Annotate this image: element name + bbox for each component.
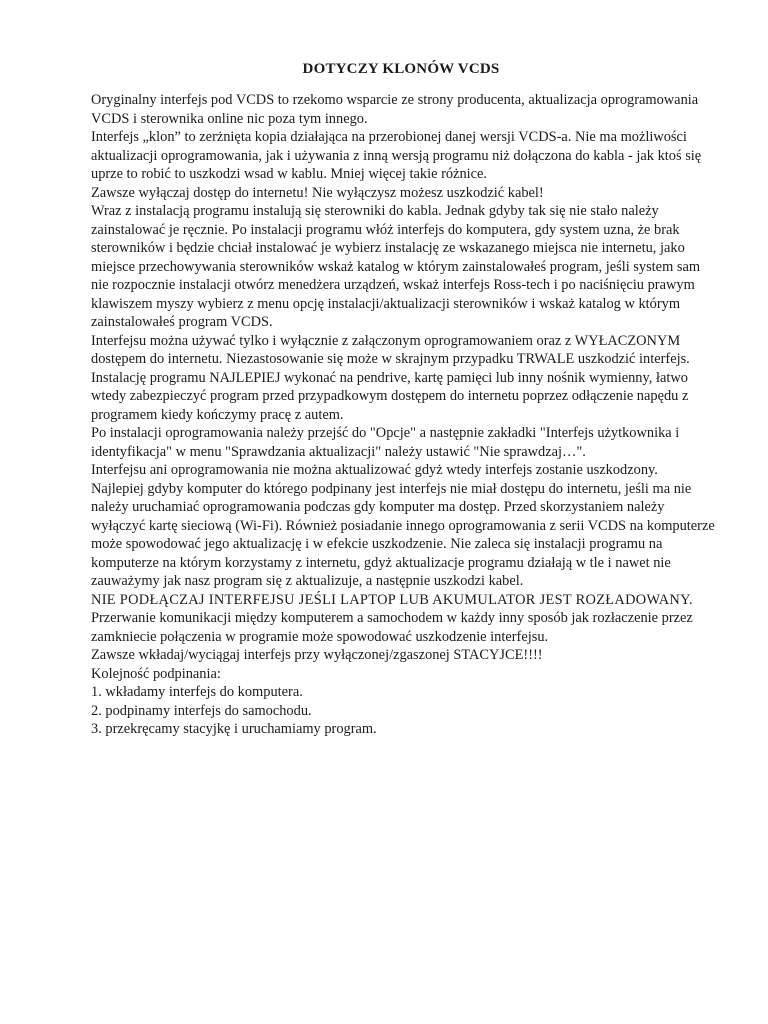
- paragraph-battery-warning: NIE PODŁĄCZAJ INTERFEJSU JEŚLI LAPTOP LUB AKUMULATOR JEST ROZŁADOWANY.: [91, 591, 693, 608]
- paragraph-communication-interrupt: Przerwanie komunikacji między komputerem a samochodem w każdy inny sposób jak rozłaczenie przez zamkniecie połączenia w programie może spowodować uszkodzenie interfejsu.: [91, 610, 693, 645]
- paragraph-use-offline: Interfejsu można używać tylko i wyłącznie z załączonym oprogramowaniem oraz z WYŁACZONYM dostępem do internetu. Niezastosowanie się może w skrajnym przypadku TRWALE uszkodzić interfejs.: [91, 332, 690, 367]
- paragraph-computer-offline: Najlepiej gdyby komputer do którego podpinany jest interfejs nie miał dostępu do internetu, jeśli ma nie należy uruchamiać oprogramowania podczas gdy komputer ma dostęp. Przed skorzystaniem należy wyłączyć kartę sieciową (Wi-Fi). Również posiadanie innego oprogramowania z serii VCDS na komputerze może spowodować jego aktualizację i w efekcie uszkodzenie. Nie zaleca się instalacji programu na komputerze na którym korzystamy z internetu, gdyż aktualizacje programu działają w tle i nawet nie zauważymy jak nasz program się z aktualizuje, a następnie uszkodzi kabel.: [91, 480, 715, 589]
- paragraph-connection-order-heading: Kolejność podpinania:: [91, 665, 221, 682]
- paragraph-install-removable: Instalację programu NAJLEPIEJ wykonać na pendrive, kartę pamięci lub inny nośnik wymienny, łatwo wtedy zabezpieczyć program przed przypadkowym dostępem do internetu poprzez odłączenie napędu z programem kiedy kończymy pracę z autem.: [91, 369, 689, 423]
- document-title: DOTYCZY KLONÓW VCDS: [302, 61, 500, 77]
- paragraph-no-update: Interfejsu ani oprogramowania nie można aktualizować gdyż wtedy interfejs zostanie uszkodzony.: [91, 462, 658, 478]
- paragraph-options-settings: Po instalacji oprogramowania należy przejść do "Opcje" a następnie zakładki "Interfejs użytkownika i identyfikacja" w menu "Sprawdzania aktualizacji" należy ustawić "Nie sprawdzaj…".: [91, 425, 680, 460]
- list-item-step-1: 1. wkładamy interfejs do komputera.: [91, 684, 303, 700]
- document-body: [91, 91, 716, 739]
- paragraph-original-interface: Oryginalny interfejs pod VCDS to rzekomo wsparcie ze strony producenta, aktualizacja oprogramowania VCDS i sterownika online nic poza tym innego.: [91, 92, 699, 127]
- paragraph-ignition-warning: Zawsze wkładaj/wyciągaj interfejs przy wyłączonej/zgaszonej STACYJCE!!!!: [91, 647, 543, 663]
- paragraph-clone-interface: Interfejs „klon” to zerżnięta kopia działająca na przerobionej danej wersji VCDS-a. Nie ma możliwości aktualizacji oprogramowania, jak i używania z inną wersją programu niż dołączona do kabla - jak ktoś się uprze to robić to uszkodzi wsad w kablu. Mniej więcej takie różnice.: [91, 129, 702, 182]
- paragraph-driver-install: Wraz z instalacją programu instalują się sterowniki do kabla. Jednak gdyby tak się nie stało należy zainstalować je ręcznie. Po instalacji programu włóż interfejs do komputera, gdy system uzna, że brak sterowników i będzie chciał instalować je wybierz instalację ze wskazanego miejsca nie internetu, jako miejsce przechowywania sterowników wskaż katalog w którym zainstalowałeś program, jeśli system sam nie rozpocznie instalacji otwórz menedżera urządzeń, wskaż interfejs Ross-tech i po naciśnięciu prawym klawiszem myszy wybierz z menu opcję instalacji/aktualizacji sterowników i wskaż katalog w którym zainstalowałeś program VCDS.: [91, 203, 701, 330]
- list-item-step-3: 3. przekręcamy stacyjkę i uruchamiamy program.: [91, 721, 377, 737]
- list-item-step-2: 2. podpinamy interfejs do samochodu.: [91, 702, 312, 719]
- paragraph-disable-internet: Zawsze wyłączaj dostęp do internetu! Nie wyłączysz możesz uszkodzić kabel!: [91, 184, 544, 201]
